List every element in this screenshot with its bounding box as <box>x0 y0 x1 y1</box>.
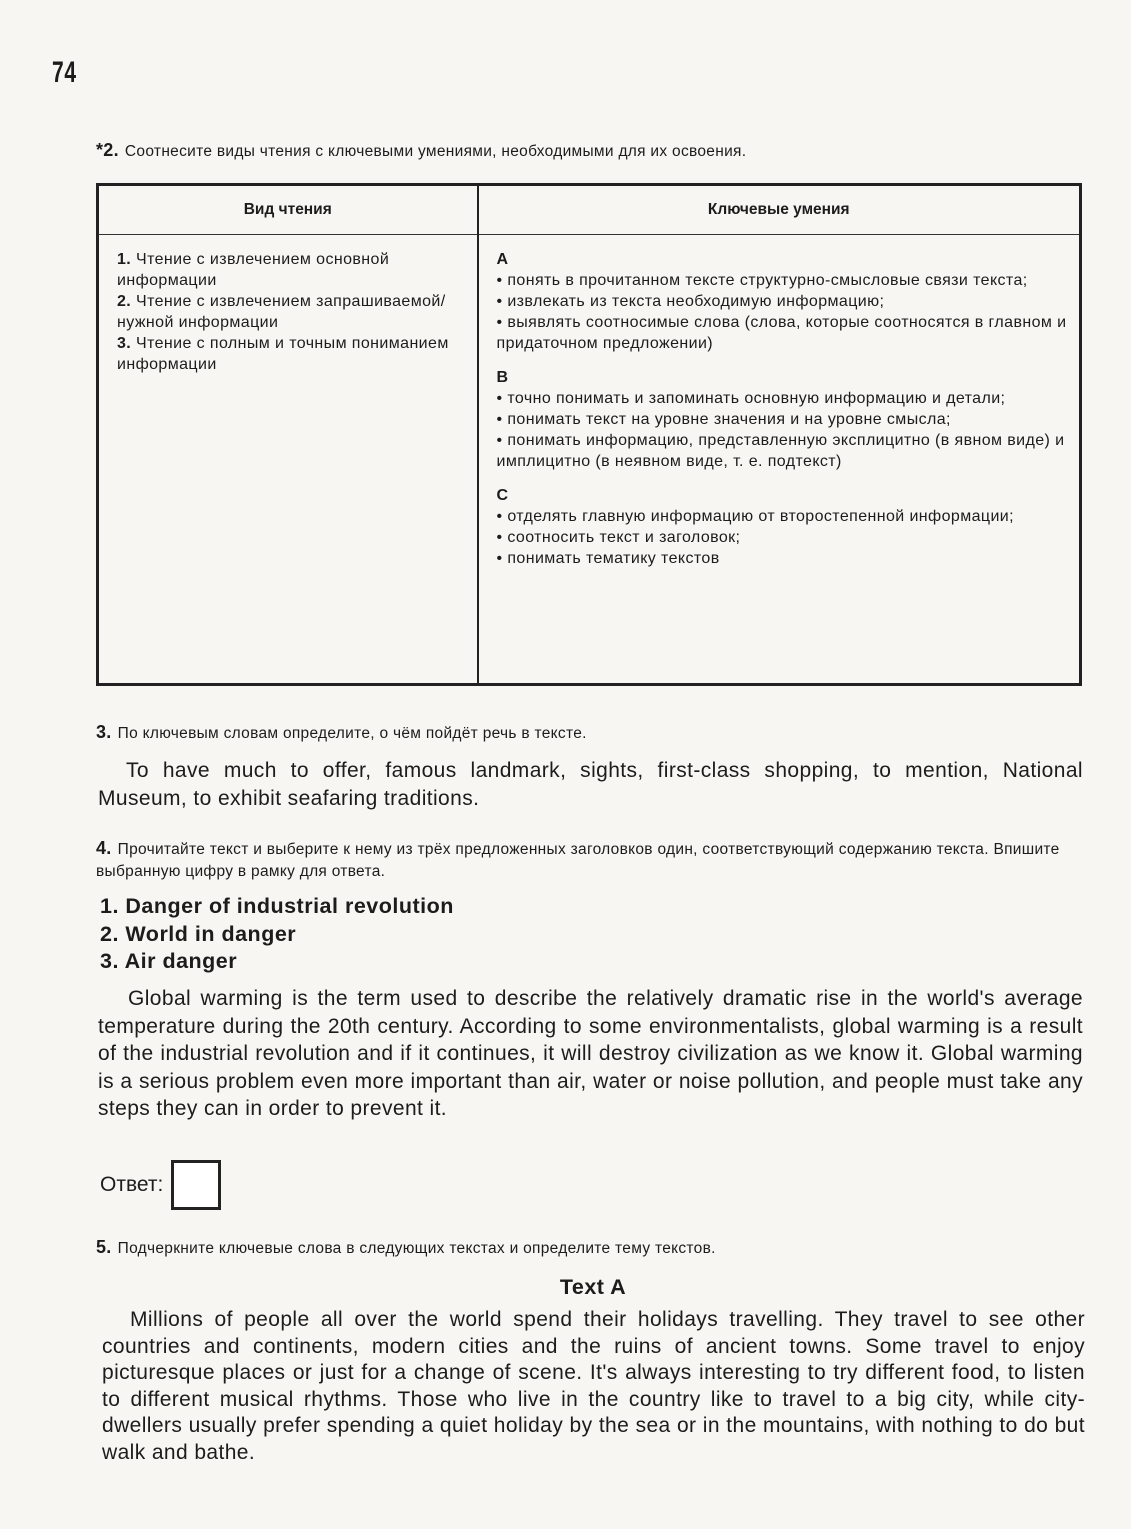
task5-number: 5. <box>96 1237 112 1257</box>
skill-item: • выявлять соотносимые слова (слова, которые соотносятся в главном и придаточном предложении) <box>496 314 1067 352</box>
key-skills-cell <box>478 235 1081 685</box>
skill-item: • понимать тематику текстов <box>496 550 720 567</box>
task2-instruction: Соотнесите виды чтения с ключевыми умениями, необходимыми для их освоения. <box>124 143 747 160</box>
reading-type-item: 1. Чтение с извлечением основной информации <box>117 251 390 289</box>
skill-group-a: A • понять в прочитанном тексте структурно-смысловые связи текста; • извлекать из текста необходимую информацию; • выявлять соотносимые слова (слова, которые соотносятся в главном и придаточном предложении) <box>496 251 1067 352</box>
task5-instruction: Подчеркните ключевые слова в следующих текстах и определите тему текстов. <box>117 1240 716 1257</box>
reading-type-item: 3. Чтение с полным и точным пониманием информации <box>117 335 449 373</box>
task3-keywords: To have much to offer, famous landmark, sights, first-class shopping, to mention, National Museum, to exhibit seafaring traditions. <box>98 759 1083 810</box>
heading-options <box>100 893 454 976</box>
skill-group-b: B • точно понимать и запоминать основную информацию и детали; • понимать текст на уровне значения и на уровне смысла; • понимать информацию, представленную эксплицитно (в явном виде) и имплицитно (в неявном виде, т. е. подтекст) <box>497 367 1068 472</box>
col-header-key-skills: Ключевые умения <box>478 185 1081 235</box>
task5-heading <box>96 1237 716 1258</box>
task2-number: *2. <box>96 140 119 160</box>
reading-type-item: 2. Чтение с извлечением запрашиваемой/нужной информации <box>117 293 446 331</box>
skill-item: • понимать информацию, представленную эксплицитно (в явном виде) и имплицитно (в неявном виде, т. е. подтекст) <box>496 432 1065 470</box>
task3-number: 3. <box>96 722 112 742</box>
skill-group-c: C • отделять главную информацию от второстепенной информации; • соотносить текст и заголовок; • понимать тематику текстов <box>497 485 1068 569</box>
text-a-body: Millions of people all over the world spend their holidays travelling. They travel to see other countries and continents, modern cities and the ruins of ancient towns. Some travel to enjoy picturesque places or just for a change of scene. It's always interesting to try different food, to listen to different musical rhythms. Those who live in the country like to travel to a big city, while city-dwellers usually prefer spending a quiet holiday by the sea or in the mountains, with nothing to do but walk and bathe. <box>102 1308 1085 1464</box>
skill-item: • понимать текст на уровне значения и на уровне смысла; <box>496 411 951 428</box>
task4-heading <box>96 837 1083 883</box>
task3-heading <box>96 722 587 743</box>
skill-item: • точно понимать и запоминать основную информацию и детали; <box>496 390 1006 407</box>
text-a-title: Text A <box>559 1275 627 1299</box>
skill-item: • понять в прочитанном тексте структурно-смысловые связи текста; <box>496 272 1028 289</box>
page-number: 74 <box>52 56 77 89</box>
skill-item: • соотносить текст и заголовок; <box>496 529 741 546</box>
heading-option: 1. Danger of industrial revolution <box>100 894 454 918</box>
reading-types-cell <box>98 235 478 685</box>
heading-option: 2. World in danger <box>100 921 297 946</box>
heading-option: 3. Air danger <box>100 949 238 973</box>
task2-heading <box>96 140 746 161</box>
answer-label: Ответ: <box>100 1173 164 1196</box>
task4-instruction: Прочитайте текст и выберите к нему из трёх предложенных заголовков один, соответствующий содержанию текста. Впишите выбранную цифру в рамку для ответа. <box>96 841 1060 880</box>
reading-skills-table <box>96 183 1082 686</box>
skill-item: • извлекать из текста необходимую информацию; <box>496 293 885 310</box>
task3-instruction: По ключевым словам определите, о чём пойдёт речь в тексте. <box>117 725 587 742</box>
global-warming-text: Global warming is the term used to describe the relatively dramatic rise in the world's average temperature during the 20th century. According to some environmentalists, global warming is a result of the industrial revolution and if it continues, it will destroy civilization as we know it. Global warming is a serious problem even more important than air, water or noise pollution, and people must take any steps they can in order to prevent it. <box>98 987 1083 1120</box>
answer-row <box>100 1160 221 1210</box>
answer-box[interactable] <box>171 1160 221 1210</box>
task4-number: 4. <box>96 838 112 858</box>
skill-item: • отделять главную информацию от второстепенной информации; <box>496 508 1014 525</box>
col-header-reading-type: Вид чтения <box>98 185 478 235</box>
